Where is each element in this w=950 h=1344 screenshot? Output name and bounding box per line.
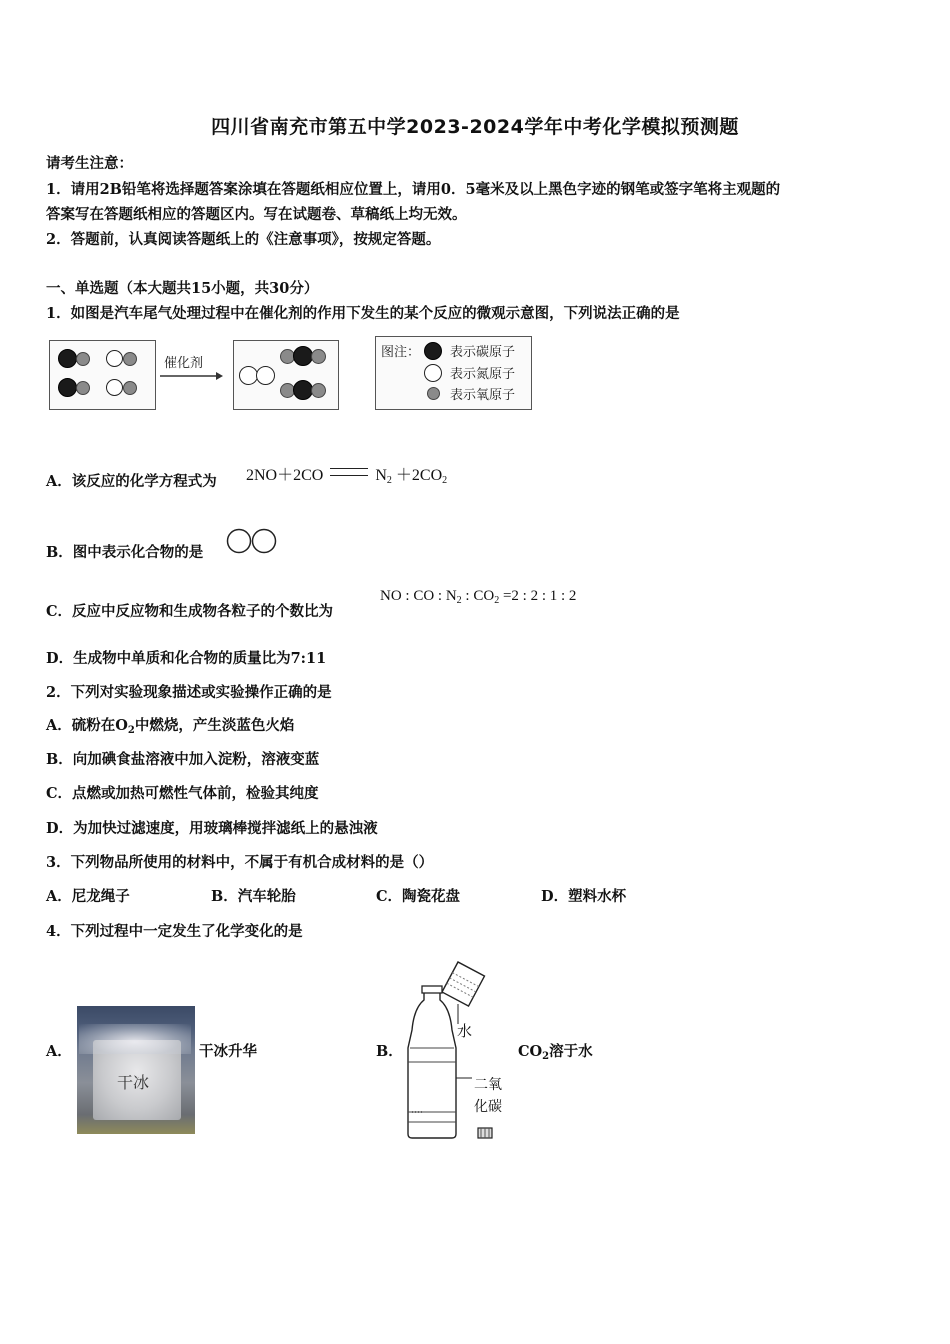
eq-n2-sub: 2 [386, 475, 392, 486]
oxygen-atom [427, 387, 440, 400]
oxygen-atom [76, 352, 90, 366]
oxygen-atom [311, 349, 326, 364]
notice-heading: 请考生注意： [46, 155, 133, 172]
oxygen-atom [123, 352, 137, 366]
q2-option-c: C．点燃或加热可燃性气体前，检验其纯度 [46, 785, 319, 802]
notice-item1-line2: 答案写在答题纸相应的答题区内。写在试题卷、草稿纸上均无效。 [46, 206, 467, 223]
carbon-atom [293, 346, 313, 366]
nitrogen-atom [424, 364, 442, 382]
nitrogen-atom [256, 366, 275, 385]
q1-stem: 1．如图是汽车尾气处理过程中在催化剂的作用下发生的某个反应的微观示意图，下列说法正确的是 [46, 305, 680, 322]
carbon-atom [58, 349, 77, 368]
q4-option-a-text: 干冰升华 [199, 1043, 257, 1060]
section-heading: 一、单选题（本大题共15小题，共30分） [46, 280, 319, 297]
q1-option-a-equation [246, 462, 447, 486]
beaker [442, 962, 484, 1006]
q2-a-text: A．硫粉在O [46, 717, 128, 734]
nitrogen-atom [106, 379, 123, 396]
q4-option-b-label: B． [376, 1043, 403, 1060]
catalyst-label: 催化剂 [164, 356, 204, 371]
q2-option-a [46, 714, 294, 736]
q4-stem: 4．下列过程中一定发生了化学变化的是 [46, 923, 303, 940]
ratio-sub: 2 [494, 595, 500, 606]
eq-reactants: 2NO＋2CO [246, 467, 324, 484]
carbon-atom [424, 342, 442, 360]
oxygen-atom [123, 381, 137, 395]
q1-option-c-ratio [380, 588, 576, 606]
q1-option-b-label: B．图中表示化合物的是 [46, 544, 204, 561]
co2-label-line2: 化碳 [474, 1099, 502, 1115]
q3-option-b: B．汽车轮胎 [211, 888, 296, 905]
nitrogen-atom [106, 350, 123, 367]
q3-stem: 3．下列物品所使用的材料中，不属于有机合成材料的是（） [46, 854, 434, 871]
reactants-box [49, 340, 156, 410]
legend-oxygen: 表示氧原子 [450, 388, 516, 403]
ratio-part: NO : CO : N [380, 588, 457, 604]
eq-co2-sub: 2 [442, 475, 448, 486]
dry-ice-fog [79, 1024, 191, 1054]
q4-option-b-text [518, 1040, 593, 1062]
notice-item1-line1: 1．请用2B铅笔将选择题答案涂填在答题纸相应位置上，请用0．5毫米及以上黑色字迹的钢笔或签字笔将主观题的 [46, 181, 781, 198]
dry-ice-photo-label: 干冰 [117, 1073, 150, 1092]
q3-option-c: C．陶瓷花盘 [376, 888, 461, 905]
q1-option-d: D．生成物中单质和化合物的质量比为7:11 [46, 650, 327, 667]
eq-co2: ＋2CO [395, 467, 443, 484]
q1-option-c-label: C．反应中反应物和生成物各粒子的个数比为 [46, 603, 334, 620]
water-label: 水 [457, 1022, 473, 1040]
products-box [233, 340, 339, 410]
q3-option-a: A．尼龙绳子 [46, 888, 130, 905]
q4-b-sub: 2 [542, 1051, 550, 1062]
page-title: 四川省南充市第五中学2023-2024学年中考化学模拟预测题 [211, 116, 739, 138]
legend-title: 图注： [381, 345, 421, 360]
n2-molecule-icon [226, 527, 280, 555]
dry-ice-photo [77, 1006, 195, 1134]
q2-stem: 2．下列对实验现象描述或实验操作正确的是 [46, 684, 332, 701]
q4-option-a-label: A． [46, 1043, 72, 1060]
oxygen-atom [311, 383, 326, 398]
q4-b-text: 溶于水 [549, 1043, 593, 1060]
legend-nitrogen: 表示氮原子 [450, 367, 516, 382]
q2-a-text: 中燃烧，产生淡蓝色火焰 [134, 717, 295, 734]
ratio-sub: 2 [456, 595, 462, 606]
reaction-arrow [158, 370, 224, 382]
q2-option-b: B．向加碘食盐溶液中加入淀粉，溶液变蓝 [46, 751, 320, 768]
ratio-part: =2 : 2 : 1 : 2 [499, 588, 577, 604]
equals-sign [330, 468, 368, 476]
q4-b-text: CO [518, 1043, 543, 1060]
q2-a-sub: 2 [127, 725, 135, 736]
ratio-part: : CO [461, 588, 495, 604]
notice-item2: 2．答题前，认真阅读答题纸上的《注意事项》，按规定答题。 [46, 231, 441, 248]
legend-box [375, 336, 532, 410]
oxygen-atom [76, 381, 90, 395]
co2-label-line1: 二氧 [474, 1077, 502, 1093]
q2-option-d: D．为加快过滤速度，用玻璃棒搅拌滤纸上的悬浊液 [46, 820, 378, 837]
legend-carbon: 表示碳原子 [450, 345, 516, 360]
q3-option-d: D．塑料水杯 [541, 888, 627, 905]
carbon-atom [293, 380, 313, 400]
carbon-atom [58, 378, 77, 397]
q1-option-a-label: A．该反应的化学方程式为 [46, 473, 217, 490]
eq-n2: N [375, 467, 387, 484]
